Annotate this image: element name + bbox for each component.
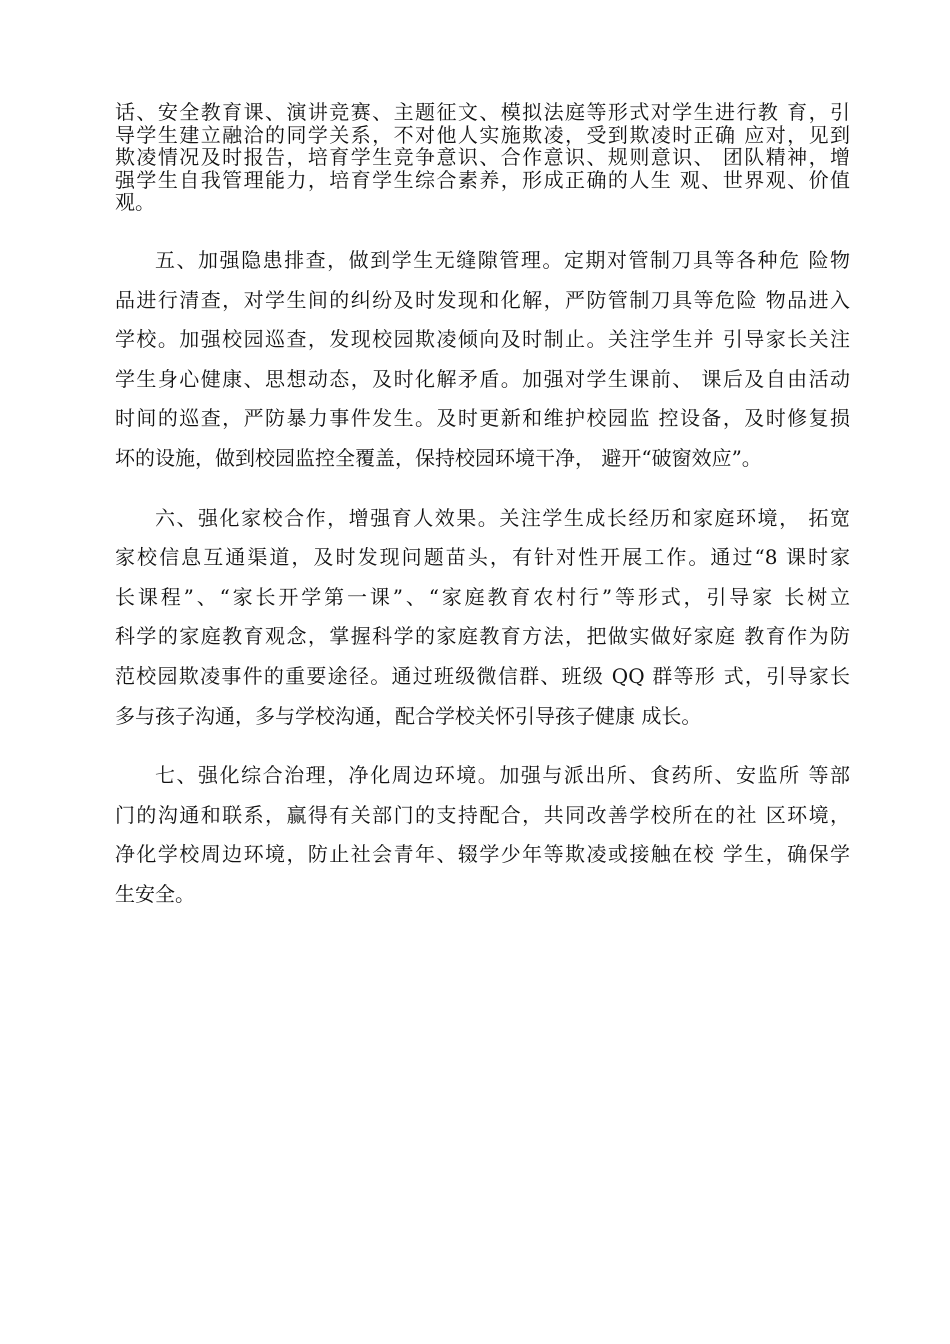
text-line: 强学生自我管理能力，培育学生综合素养，形成正确的人生 观、世界观、价值 — [115, 167, 850, 192]
text-line: 家校信息互通渠道，及时发现问题苗头，有针对性开展工作。通过“8 课时家 — [115, 545, 850, 570]
text-line: 学生身心健康、思想动态，及时化解矛盾。加强对学生课前、 课后及自由活动 — [115, 366, 850, 391]
paragraph-continued — [115, 101, 850, 214]
text-line: 生安全。 — [115, 881, 195, 906]
text-line: 观。 — [115, 190, 155, 214]
text-line: 欺凌情况及时报告，培育学生竞争意识、合作意识、规则意识、 团队精神，增 — [115, 145, 850, 169]
text-line: 净化学校周边环境，防止社会青年、辍学少年等欺凌或接触在校 学生，确保学 — [115, 842, 850, 867]
paragraph-spacer — [115, 736, 850, 756]
text-line: 范校园欺凌事件的重要途径。通过班级微信群、班级 QQ 群等形 式，引导家长 — [115, 663, 850, 688]
text-line: 学校。加强校园巡查，发现校园欺凌倾向及时制止。关注学生并 引导家长关注 — [115, 327, 850, 352]
paragraph-5 — [115, 241, 850, 479]
text-line: 导学生建立融洽的同学关系，不对他人实施欺凌，受到欺凌时正确 应对，见到 — [115, 122, 850, 147]
text-line: 七、强化综合治理，净化周边环境。加强与派出所、食药所、安监所 等部 — [155, 763, 850, 788]
text-line: 五、加强隐患排查，做到学生无缝隙管理。定期对管制刀具等各种危 险物 — [155, 248, 850, 272]
text-line: 科学的家庭教育观念，掌握科学的家庭教育方法，把做实做好家庭 教育作为防 — [115, 624, 850, 649]
paragraph-spacer — [115, 479, 850, 499]
paragraph-6 — [115, 499, 850, 737]
paragraph-7 — [115, 756, 850, 914]
text-line: 六、强化家校合作，增强育人效果。关注学生成长经历和家庭环境， 拓宽 — [155, 505, 850, 530]
text-line: 门的沟通和联系，赢得有关部门的支持配合，共同改善学校所在的社 区环境， — [115, 802, 850, 827]
text-line: 坏的设施，做到校园监控全覆盖，保持校园环境干净， 避开“破窗效应”。 — [115, 445, 762, 470]
text-line: 长课程”、“家长开学第一课”、“家庭教育农村行”等形式，引导家 长树立 — [115, 584, 850, 609]
text-line: 多与孩子沟通，多与学校沟通，配合学校关怀引导孩子健康 成长。 — [115, 703, 702, 728]
text-line: 品进行清查，对学生间的纠纷及时发现和化解，严防管制刀具等危险 物品进入 — [115, 287, 850, 312]
text-line: 时间的巡查，严防暴力事件发生。及时更新和维护校园监 控设备，及时修复损 — [115, 406, 850, 431]
text-line: 话、安全教育课、演讲竞赛、主题征文、模拟法庭等形式对学生进行教 育，引 — [115, 100, 850, 124]
body-paragraphs — [115, 241, 850, 915]
